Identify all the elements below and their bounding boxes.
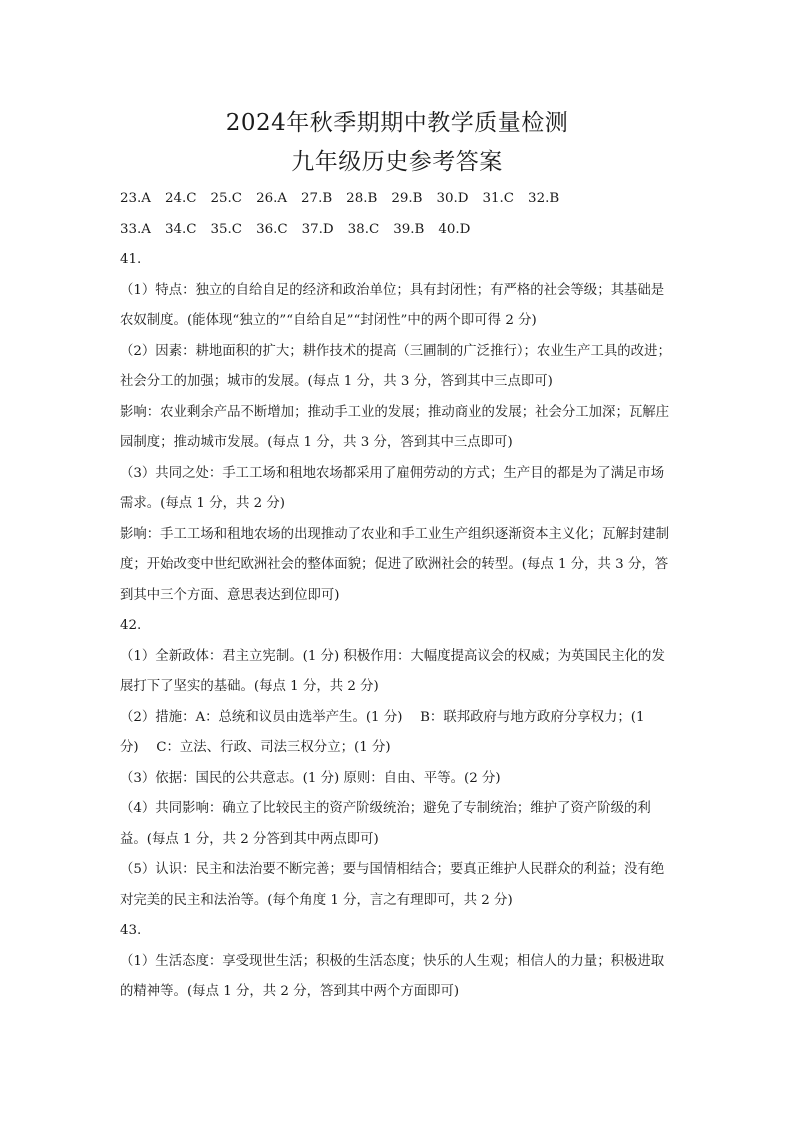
answer-line: 益。(每点 1 分，共 2 分答到其中两点即可) [120,831,379,847]
mc-answer: 37.D [301,221,334,237]
mc-answer: 31.C [482,191,515,206]
mc-answer: 36.C [256,221,288,237]
page-title: 2024年秋季期期中教学质量检测 [225,110,569,136]
answer-line: 41. [120,252,142,267]
answer-text-block [120,245,720,1008]
mc-answer: 25.C [210,191,243,206]
answer-line: （1）生活态度：享受现世生活；积极的生活态度；快乐的人生观；相信人的力量；积极进取 [120,953,665,969]
answer-line: （3）共同之处：手工工场和租地农场都采用了雇佣劳动的方式；生产目的都是为了满足市场 [120,465,665,481]
answer-line: 分) C：立法、行政、司法三权分立；(1 分) [120,740,391,755]
mc-answers-row-1 [120,184,720,215]
mc-answer: 40.D [438,221,471,237]
mc-answer: 26.A [256,191,288,206]
answer-line: 影响：手工工场和租地农场的出现推动了农业和手工业生产组织逐渐资本主义化；瓦解封建制 [120,526,670,542]
mc-answer: 38.C [347,221,380,237]
mc-answer: 24.C [164,191,197,206]
answer-line: （1）特点：独立的自给自足的经济和政治单位；具有封闭性；有严格的社会等级；其基础是 [120,282,665,298]
answer-line: 展打下了坚实的基础。(每点 1 分，共 2 分) [120,679,379,694]
mc-answer: 30.D [436,191,469,206]
answer-line: 的精神等。(每点 1 分，共 2 分，答到其中两个方面即可) [120,984,460,999]
answer-line: 到其中三个方面、意思表达到位即可) [120,587,340,603]
answer-line: 影响：农业剩余产品不断增加；推动手工业的发展；推动商业的发展；社会分工加深；瓦解庄 [120,404,670,420]
answer-line: 需求。(每点 1 分，共 2 分) [120,496,286,511]
mc-answer: 35.C [210,221,243,237]
answer-line: （1）全新政体：君主立宪制。(1 分) 积极作用：大幅度提高议会的权威；为英国民主化的发 [120,648,665,664]
answer-line: 对完美的民主和法治等。(每个角度 1 分，言之有理即可，共 2 分) [120,892,513,908]
answer-line: 农奴制度。(能体现“独立的”“自给自足”“封闭性”中的两个即可得 2 分) [120,313,537,328]
answer-line: 园制度；推动城市发展。(每点 1 分，共 3 分，答到其中三点即可) [120,435,513,450]
answer-line: （5）认识：民主和法治要不断完善；要与国情相结合；要真正维护人民群众的利益；没有绝 [120,862,665,877]
answer-content [120,184,720,1008]
answer-line: 42. [120,618,142,633]
answer-line: （4）共同影响：确立了比较民主的资产阶级统治；避免了专制统治；维护了资产阶级的利 [120,801,651,816]
answer-line: （3）依据：国民的公共意志。(1 分) 原则：自由、平等。(2 分) [120,770,501,786]
mc-answer: 28.B [346,191,378,206]
mc-answers-row-2 [120,215,720,246]
mc-answer: 27.B [301,191,333,206]
mc-answer: 33.A [120,221,151,237]
answer-line: 度；开始改变中世纪欧洲社会的整体面貌；促进了欧洲社会的转型。(每点 1 分，共 3 分，答 [120,557,669,572]
mc-answer: 29.B [391,191,423,206]
answer-line: （2）措施：A：总统和议员由选举产生。(1 分) B：联邦政府与地方政府分享权力；(1 [120,709,645,725]
answer-line: 社会分工的加强；城市的发展。(每点 1 分，共 3 分，答到其中三点即可) [120,374,553,389]
mc-answer: 39.B [393,221,425,237]
answer-line: （2）因素：耕地面积的扩大；耕作技术的提高（三圃制的广泛推行）；农业生产工具的改进； [120,343,671,359]
mc-answer: 32.B [528,191,560,206]
answer-line: 43. [120,923,142,938]
mc-answer: 23.A [120,191,151,206]
page-subtitle: 九年级历史参考答案 [291,149,503,175]
mc-answer: 34.C [164,221,197,237]
